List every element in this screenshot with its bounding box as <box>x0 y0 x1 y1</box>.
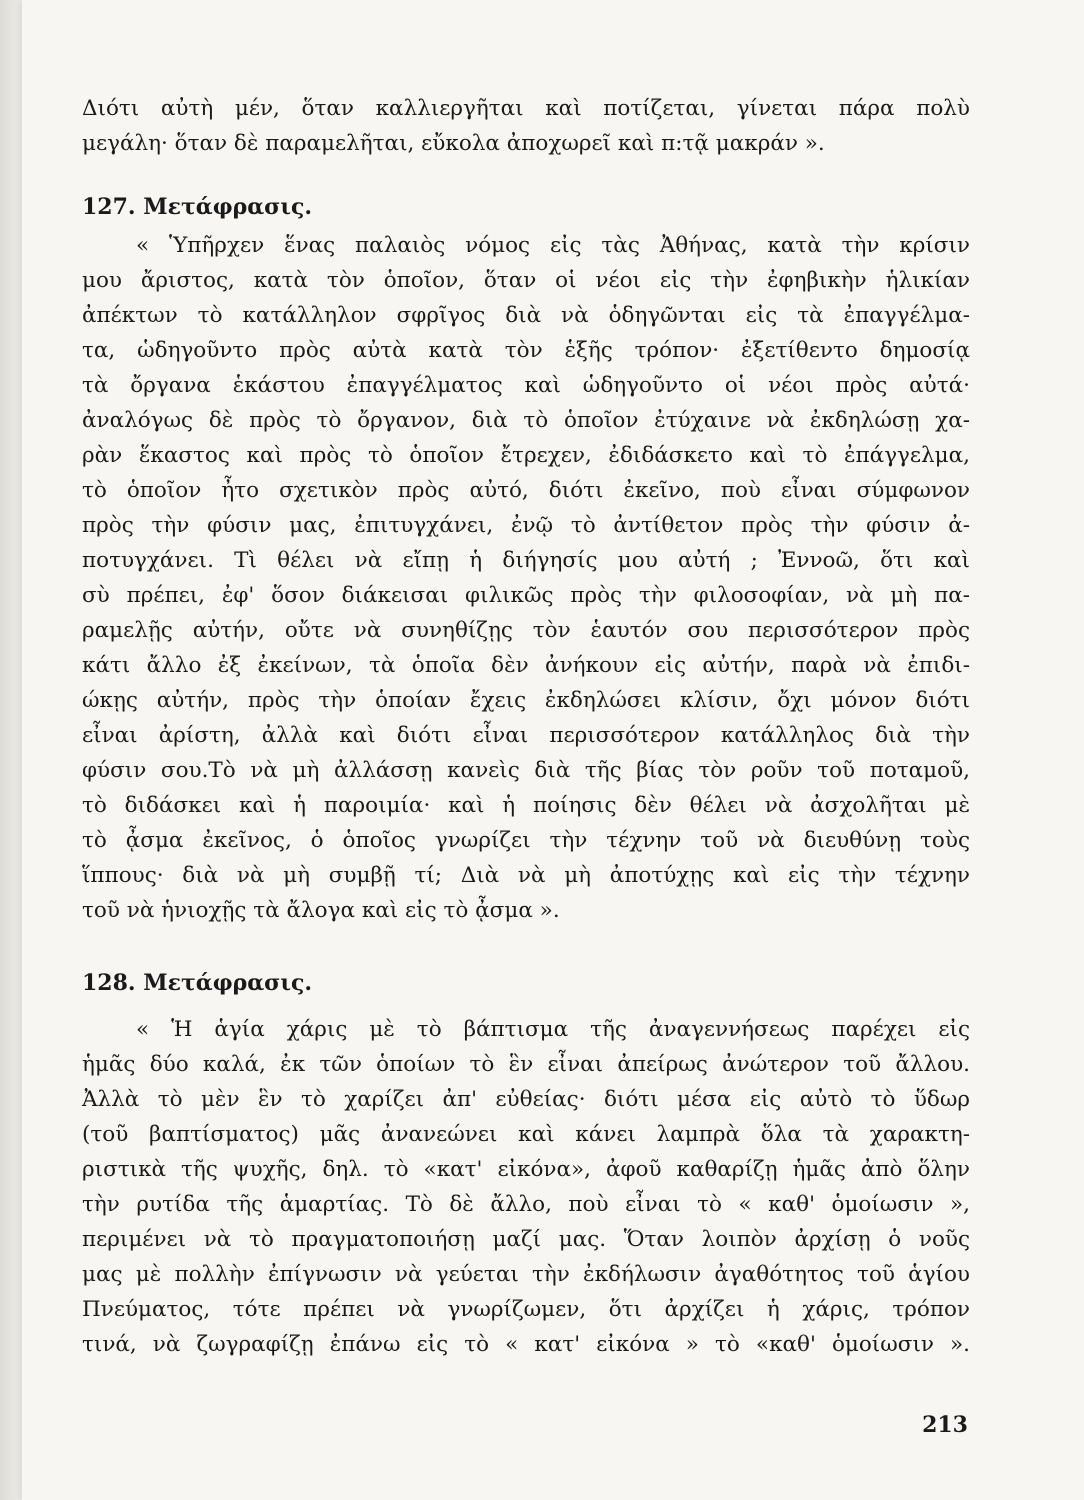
text-line: εἶναι ἀρίστη, ἀλλὰ καὶ διότι εἶναι περισσότερον κατάλληλος διὰ τὴν <box>82 723 970 748</box>
text-line: ραμελῇς αὐτήν, οὔτε νὰ συνηθίζῃς τὸν ἑαυτόν σου περισσότερον πρὸς <box>82 618 970 643</box>
text-line: ποτυγχάνει. Τὶ θέλει νὰ εἴπῃ ἡ διήγησίς μου αὐτή ; Ἐννοῶ, ὅτι καὶ <box>82 548 970 573</box>
text-line: κάτι ἄλλο ἐξ ἐκείνων, τὰ ὁποῖα δὲν ἀνήκουν εἰς αὐτήν, παρὰ νὰ ἐπιδι- <box>82 653 970 678</box>
text-line: τὸ διδάσκει καὶ ἡ παροιμία· καὶ ἡ ποίησις δὲν θέλει νὰ ἀσχολῆται μὲ <box>82 793 970 818</box>
section-heading-127: 127. Μετάφρασις. <box>82 194 313 220</box>
text-line: Ἀλλὰ τὸ μὲν ἓν τὸ χαρίζει ἀπ' εὐθείας· διότι μέσα εἰς αὐτὸ τὸ ὕδωρ <box>82 1087 970 1112</box>
section-heading-128: 128. Μετάφρασις. <box>82 970 313 996</box>
text-line: τὰ ὄργανα ἑκάστου ἐπαγγέλματος καὶ ὡδηγοῦντο οἱ νέοι πρὸς αὐτά· <box>82 373 970 398</box>
text-line: τὸ ὁποῖον ἦτο σχετικὸν πρὸς αὐτό, διότι ἐκεῖνο, ποὺ εἶναι σύμφωνον <box>82 478 970 503</box>
text-line: τὸ ᾆσμα ἐκεῖνος, ὁ ὁποῖος γνωρίζει τὴν τέχνην τοῦ νὰ διευθύνῃ τοὺς <box>82 828 970 853</box>
text-line: περιμένει νὰ τὸ πραγματοποιήσῃ μαζί μας. Ὅταν λοιπὸν ἀρχίσῃ ὁ νοῦς <box>82 1227 970 1252</box>
text-line: μεγάλη· ὅταν δὲ παραμελῆται, εὔκολα ἀποχωρεῖ καὶ π:τᾷ μακράν ». <box>82 131 825 156</box>
text-line: Πνεύματος, τότε πρέπει νὰ γνωρίζωμεν, ὅτι ἀρχίζει ἡ χάρις, τρόπον <box>82 1297 970 1322</box>
text-line: σὺ πρέπει, ἐφ' ὅσον διάκεισαι φιλικῶς πρὸς τὴν φιλοσοφίαν, νὰ μὴ πα- <box>82 583 970 608</box>
text-line: ἵππους· διὰ νὰ μὴ συμβῇ τί; Διὰ νὰ μὴ ἀποτύχῃς καὶ εἰς τὴν τέχνην <box>82 863 970 888</box>
text-line: ἀναλόγως δὲ πρὸς τὸ ὄργανον, διὰ τὸ ὁποῖον ἐτύχαινε νὰ ἐκδηλώσῃ χα- <box>82 408 970 433</box>
text-line: ἡμᾶς δύο καλά, ἐκ τῶν ὁποίων τὸ ἓν εἶναι ἀπείρως ἀνώτερον τοῦ ἄλλου. <box>82 1052 970 1077</box>
text-line: « Ἡ ἁγία χάρις μὲ τὸ βάπτισμα τῆς ἀναγεννήσεως παρέχει εἰς <box>136 1017 970 1042</box>
page-number: 213 <box>922 1412 968 1438</box>
text-line: τὴν ρυτίδα τῆς ἁμαρτίας. Τὸ δὲ ἄλλο, ποὺ εἶναι τὸ « καθ' ὁμοίωσιν », <box>82 1192 970 1217</box>
text-line: μου ἄριστος, κατὰ τὸν ὁποῖον, ὅταν οἱ νέοι εἰς τὴν ἐφηβικὴν ἡλικίαν <box>82 268 970 293</box>
text-line: φύσιν σου.Τὸ νὰ μὴ ἀλλάσσῃ κανεὶς διὰ τῆς βίας τὸν ροῦν τοῦ ποταμοῦ, <box>82 758 970 783</box>
text-line: ἀπέκτων τὸ κατάλληλον σφρῖγος διὰ νὰ ὁδηγῶνται εἰς τὰ ἐπαγγέλμα- <box>82 303 970 328</box>
text-line: Διότι αὐτὴ μέν, ὅταν καλλιεργῆται καὶ ποτίζεται, γίνεται πάρα πολὺ <box>82 96 970 121</box>
text-line: μας μὲ πολλὴν ἐπίγνωσιν νὰ γεύεται τὴν ἐκδήλωσιν ἀγαθότητος τοῦ ἁγίου <box>82 1262 970 1287</box>
text-line: πρὸς τὴν φύσιν μας, ἐπιτυγχάνει, ἐνῷ τὸ ἀντίθετον πρὸς τὴν φύσιν ἀ- <box>82 513 970 538</box>
text-line: « Ὑπῆρχεν ἕνας παλαιὸς νόμος εἰς τὰς Ἀθήνας, κατὰ τὴν κρίσιν <box>136 233 970 258</box>
text-line: ώκῃς αὐτήν, πρὸς τὴν ὁποίαν ἔχεις ἐκδηλώσει κλίσιν, ὄχι μόνον διότι <box>82 688 970 713</box>
book-page <box>22 0 1084 1500</box>
text-line: τα, ὡδηγοῦντο πρὸς αὐτὰ κατὰ τὸν ἑξῆς τρόπον· ἐξετίθεντο δημοσίᾳ <box>82 338 970 363</box>
text-line: τινά, νὰ ζωγραφίζῃ ἐπάνω εἰς τὸ « κατ' εἰκόνα » τὸ «καθ' ὁμοίωσιν ». <box>82 1332 970 1357</box>
text-line: ριστικὰ τῆς ψυχῆς, δηλ. τὸ «κατ' εἰκόνα», ἀφοῦ καθαρίζῃ ἡμᾶς ἀπὸ ὅλην <box>82 1157 970 1182</box>
book-gutter <box>0 0 22 1500</box>
text-line: τοῦ νὰ ἡνιοχῇς τὰ ἄλογα καὶ εἰς τὸ ᾆσμα ». <box>82 898 560 923</box>
text-line: (τοῦ βαπτίσματος) μᾶς ἀνανεώνει καὶ κάνει λαμπρὰ ὅλα τὰ χαρακτη- <box>82 1122 970 1147</box>
text-line: ρὰν ἕκαστος καὶ πρὸς τὸ ὁποῖον ἔτρεχεν, ἐδιδάσκετο καὶ τὸ ἐπάγγελμα, <box>82 443 970 468</box>
